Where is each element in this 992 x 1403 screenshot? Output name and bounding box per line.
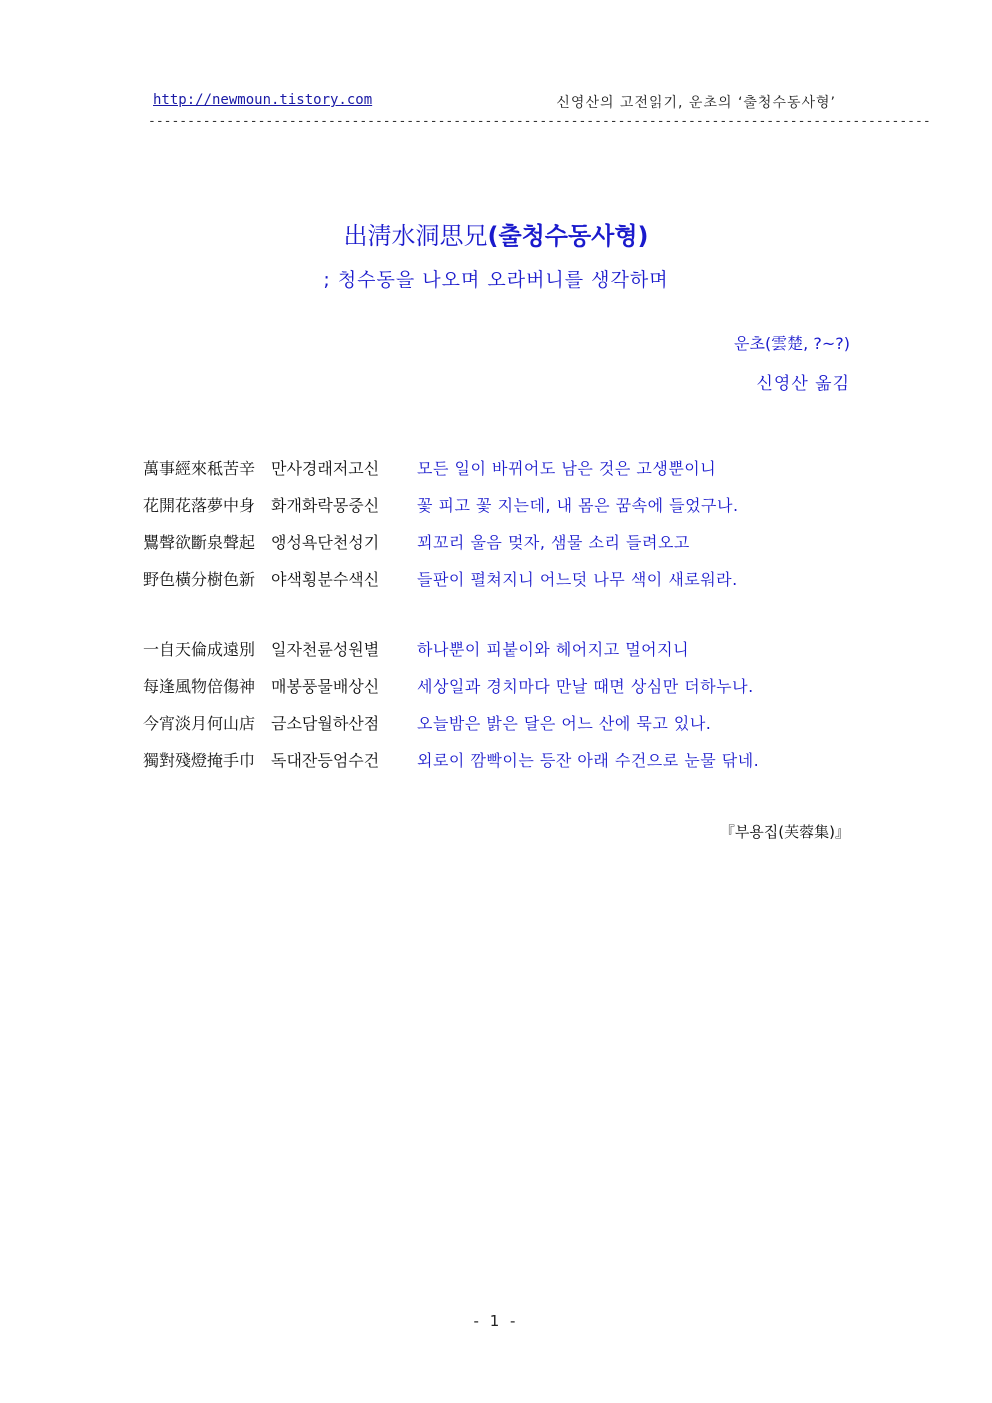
poem-line (143, 674, 843, 711)
line-reading: 만사경래저고신 (271, 459, 380, 478)
poem-title-hanja: 出淸水洞思兄 (343, 222, 488, 250)
poem-line (143, 711, 843, 748)
line-translation: 꽃 피고 꽃 지는데, 내 몸은 꿈속에 들었구나. (417, 496, 739, 515)
line-translation: 꾀꼬리 울음 멎자, 샘물 소리 들려오고 (417, 533, 690, 552)
line-reading: 독대잔등엄수건 (271, 751, 380, 770)
line-hanja: 鸎聲欲斷泉聲起 (143, 533, 256, 552)
poem-title (0, 216, 992, 251)
poem-title-hangul: (출청수동사형) (487, 222, 649, 250)
poem-line (143, 748, 843, 785)
running-title: 신영산의 고전읽기, 운초의 ‘출청수동사형’ (556, 95, 836, 111)
poem-line (143, 456, 843, 493)
line-translation: 외로이 깜빡이는 등잔 아래 수건으로 눈물 닦네. (417, 751, 760, 770)
poem-line (143, 637, 843, 674)
stanza-2 (143, 637, 843, 785)
poem-line (143, 530, 843, 567)
page-header (150, 92, 850, 114)
line-hanja: 一自天倫成遠別 (143, 640, 256, 659)
line-translation: 모든 일이 바뀌어도 남은 것은 고생뿐이니 (417, 459, 717, 478)
poem-line (143, 493, 843, 530)
line-translation: 들판이 펼쳐지니 어느덧 나무 색이 새로워라. (417, 570, 738, 589)
stanza-1 (143, 456, 843, 604)
source-citation: 『부용집(芙蓉集)』 (719, 823, 850, 841)
poem-line (143, 567, 843, 604)
line-reading: 금소담월하산점 (271, 714, 380, 733)
line-hanja: 野色橫分樹色新 (143, 570, 256, 589)
blog-url-link[interactable]: http://newmoun.tistory.com (153, 92, 373, 108)
line-translation: 하나뿐이 피붙이와 헤어지고 멀어지니 (417, 640, 690, 659)
line-hanja: 獨對殘燈掩手巾 (143, 751, 256, 770)
line-reading: 매봉풍물배상신 (271, 677, 380, 696)
line-reading: 일자천륜성원별 (271, 640, 380, 659)
page-number: - 1 - (473, 1312, 519, 1330)
line-hanja: 今宵淡月何山店 (143, 714, 256, 733)
line-translation: 오늘밤은 밝은 달은 어느 산에 묵고 있나. (417, 714, 712, 733)
line-reading: 야색횡분수색신 (271, 570, 380, 589)
line-hanja: 每逢風物倍傷神 (143, 677, 256, 696)
header-divider: ---------------------------------------------------------------------------------------------------- (148, 114, 931, 129)
poem-subtitle: ; 청수동을 나오며 오라버니를 생각하며 (323, 269, 669, 291)
author: 운초(雲楚, ?~?) (734, 334, 850, 353)
line-hanja: 萬事經來秪苦辛 (143, 459, 256, 478)
line-hanja: 花開花落夢中身 (143, 496, 256, 515)
line-reading: 화개화락몽중신 (271, 496, 380, 515)
line-translation: 세상일과 경치마다 만날 때면 상심만 더하누나. (417, 677, 754, 696)
translator: 신영산 옮김 (756, 374, 850, 394)
line-reading: 앵성욕단천성기 (271, 533, 380, 552)
